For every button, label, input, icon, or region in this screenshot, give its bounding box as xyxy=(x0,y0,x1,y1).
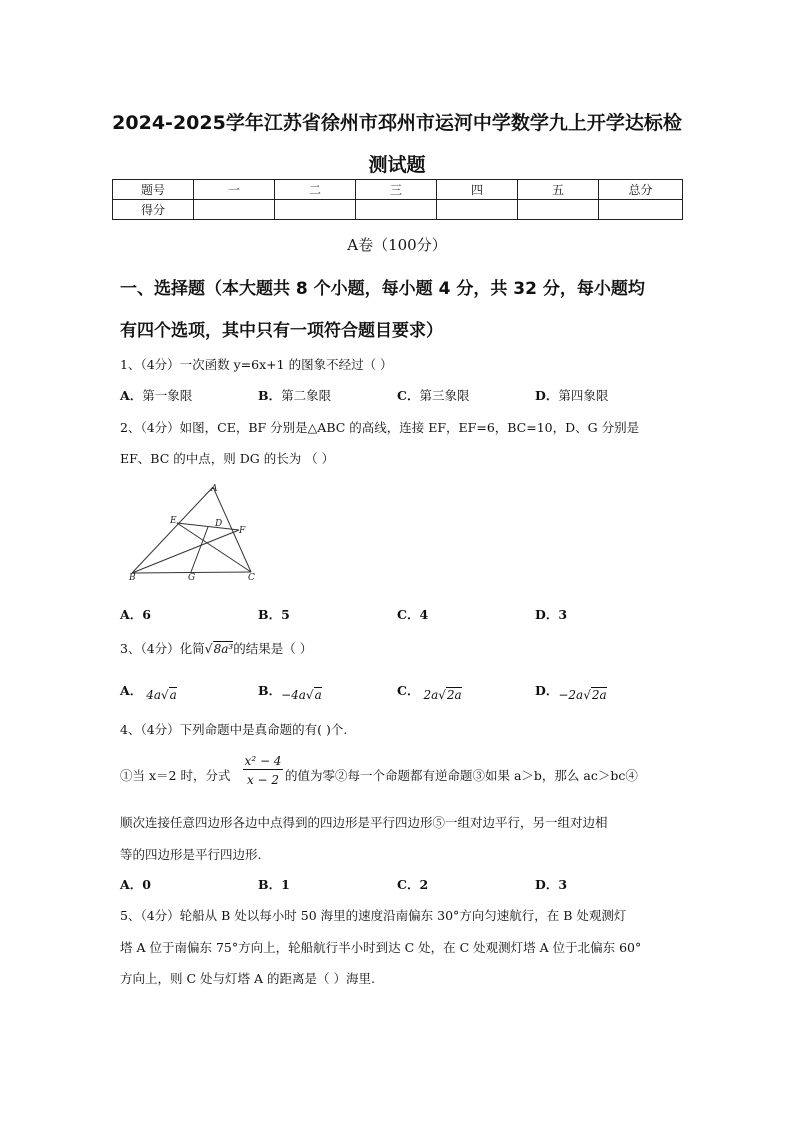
option-label: A． xyxy=(120,388,143,403)
score-cell xyxy=(356,200,437,220)
option-label: A． xyxy=(120,607,143,622)
option-coef: −4a xyxy=(281,688,306,702)
option-label: C． xyxy=(397,607,420,622)
vertex-label-b: B xyxy=(129,573,136,583)
option-text: 0 xyxy=(142,877,151,892)
score-table xyxy=(112,179,683,220)
volume-heading: A卷（100分） xyxy=(347,236,447,254)
score-cell xyxy=(194,200,275,220)
option-math: 2a√2a xyxy=(423,688,462,702)
question-4-stem: 4、（4分）下列命题中是真命题的有( )个. xyxy=(120,722,348,737)
question-2-line1: 2、（4分）如图，CE，BF 分别是△ABC 的高线，连接 EF，EF=6，BC=10，D、G 分别是 xyxy=(120,420,640,435)
table-cell: 二 xyxy=(275,180,356,200)
score-cell xyxy=(518,200,599,220)
fraction-denominator: x − 2 xyxy=(246,773,280,787)
q3-option-a xyxy=(120,681,177,702)
q1-option-c xyxy=(397,386,469,404)
table-cell: 四 xyxy=(437,180,518,200)
score-table-score-row xyxy=(113,200,683,220)
option-label: B． xyxy=(258,607,282,622)
fraction-numerator: x² − 4 xyxy=(244,754,282,768)
table-cell: 题号 xyxy=(113,180,194,200)
option-label: B． xyxy=(258,388,282,403)
option-text: 3 xyxy=(558,607,568,622)
triangle-figure xyxy=(125,483,265,583)
q3-stem-before: 3、（4分）化简 xyxy=(120,641,205,656)
q4-option-d xyxy=(535,875,567,893)
point-label-g: G xyxy=(188,573,196,583)
question-2-line2: EF、BC 的中点，则 DG 的长为 （ ） xyxy=(120,451,335,466)
option-label: D． xyxy=(535,877,559,892)
q2-option-c xyxy=(397,605,428,623)
option-radicand: a xyxy=(314,688,322,702)
option-text: 第四象限 xyxy=(558,388,609,403)
altitude-bf xyxy=(132,530,239,573)
vertex-label-f: F xyxy=(239,526,246,536)
option-text: 5 xyxy=(281,607,290,622)
option-text: 6 xyxy=(142,607,151,622)
option-text: 4 xyxy=(419,607,429,622)
option-label: C． xyxy=(397,877,420,892)
table-cell: 总分 xyxy=(599,180,683,200)
q4-fraction xyxy=(243,754,283,787)
option-label: B． xyxy=(258,877,282,892)
q4-option-b xyxy=(258,875,290,893)
table-cell: 得分 xyxy=(113,200,194,220)
score-cell xyxy=(599,200,683,220)
document-title-line1: 2024-2025学年江苏省徐州市邳州市运河中学数学九上开学达标检 xyxy=(112,112,682,134)
option-text: 2 xyxy=(419,877,429,892)
document-title-line2: 测试题 xyxy=(368,154,426,176)
option-text: 1 xyxy=(281,877,290,892)
option-text: 3 xyxy=(558,877,568,892)
q3-option-d xyxy=(535,681,607,702)
option-coef: −2a xyxy=(558,688,584,702)
option-label: A． xyxy=(120,877,143,892)
q1-option-d xyxy=(535,386,608,404)
q1-option-b xyxy=(258,386,331,404)
option-math: −4a√a xyxy=(281,688,322,702)
q4-option-c xyxy=(397,875,428,893)
q4-statement-line1-before: ①当 x＝2 时，分式 xyxy=(120,768,231,783)
q4-option-a xyxy=(120,875,151,893)
option-label: C． xyxy=(397,388,420,403)
point-label-d: D xyxy=(215,519,223,529)
option-text: 第一象限 xyxy=(142,388,193,403)
option-label: C． xyxy=(397,683,420,698)
q3-option-b xyxy=(258,681,322,702)
option-label: D． xyxy=(535,683,559,698)
vertex-label-a: A xyxy=(211,484,218,494)
option-math: −2a√2a xyxy=(558,688,607,702)
option-label: D． xyxy=(535,607,559,622)
q2-option-a xyxy=(120,605,151,623)
table-cell: 三 xyxy=(356,180,437,200)
option-label: A． xyxy=(120,683,143,698)
side-ab xyxy=(132,487,213,573)
option-label: D． xyxy=(535,388,559,403)
option-radicand: 2a xyxy=(591,688,607,702)
option-text: 第二象限 xyxy=(281,388,332,403)
vertex-label-c: C xyxy=(248,573,255,583)
option-coef: 4a xyxy=(146,688,161,702)
question-1-stem: 1、（4分）一次函数 y=6x+1 的图象不经过（ ） xyxy=(120,357,393,372)
q4-statement-line1-after: 的值为零②每一个命题都有逆命题③如果 a＞b，那么 ac＞bc④ xyxy=(285,768,638,783)
question-5-line1: 5、（4分）轮船从 B 处以每小时 50 海里的速度沿南偏东 30°方向匀速航行，在 B 处观测灯 xyxy=(120,908,627,923)
q4-statement-line2: 顺次连接任意四边形各边中点得到的四边形是平行四边形⑤一组对边平行，另一组对边相 xyxy=(120,815,608,830)
score-cell xyxy=(275,200,356,220)
table-cell: 五 xyxy=(518,180,599,200)
section-heading-line2: 有四个选项，其中只有一项符合题目要求） xyxy=(120,321,443,341)
section-heading-line1: 一、选择题（本大题共 8 个小题，每小题 4 分，共 32 分，每小题均 xyxy=(120,279,645,299)
q4-statement-line3: 等的四边形是平行四边形. xyxy=(120,847,262,862)
option-math: 4a√a xyxy=(146,688,177,702)
q3-stem-after: 的结果是（ ） xyxy=(233,641,313,656)
option-label: B． xyxy=(258,683,282,698)
q2-option-d xyxy=(535,605,567,623)
question-5-line2: 塔 A 位于南偏东 75°方向上，轮船航行半小时到达 C 处，在 C 处观测灯塔 A 位于北偏东 60° xyxy=(120,940,642,955)
score-cell xyxy=(437,200,518,220)
score-table-header-row xyxy=(113,180,683,200)
question-3-stem: 3、（4分）化简√8a³的结果是（ ） xyxy=(120,641,313,656)
option-radicand: 2a xyxy=(446,688,462,702)
table-cell: 一 xyxy=(194,180,275,200)
option-text: 第三象限 xyxy=(419,388,470,403)
q3-radicand: 8a³ xyxy=(213,642,234,656)
option-coef: 2a xyxy=(423,688,439,702)
vertex-label-e: E xyxy=(170,516,177,526)
q2-option-b xyxy=(258,605,290,623)
q1-option-a xyxy=(120,386,192,404)
option-radicand: a xyxy=(169,688,177,702)
question-5-line3: 方向上，则 C 处与灯塔 A 的距离是（ ）海里. xyxy=(120,971,375,986)
q3-option-c xyxy=(397,681,462,702)
